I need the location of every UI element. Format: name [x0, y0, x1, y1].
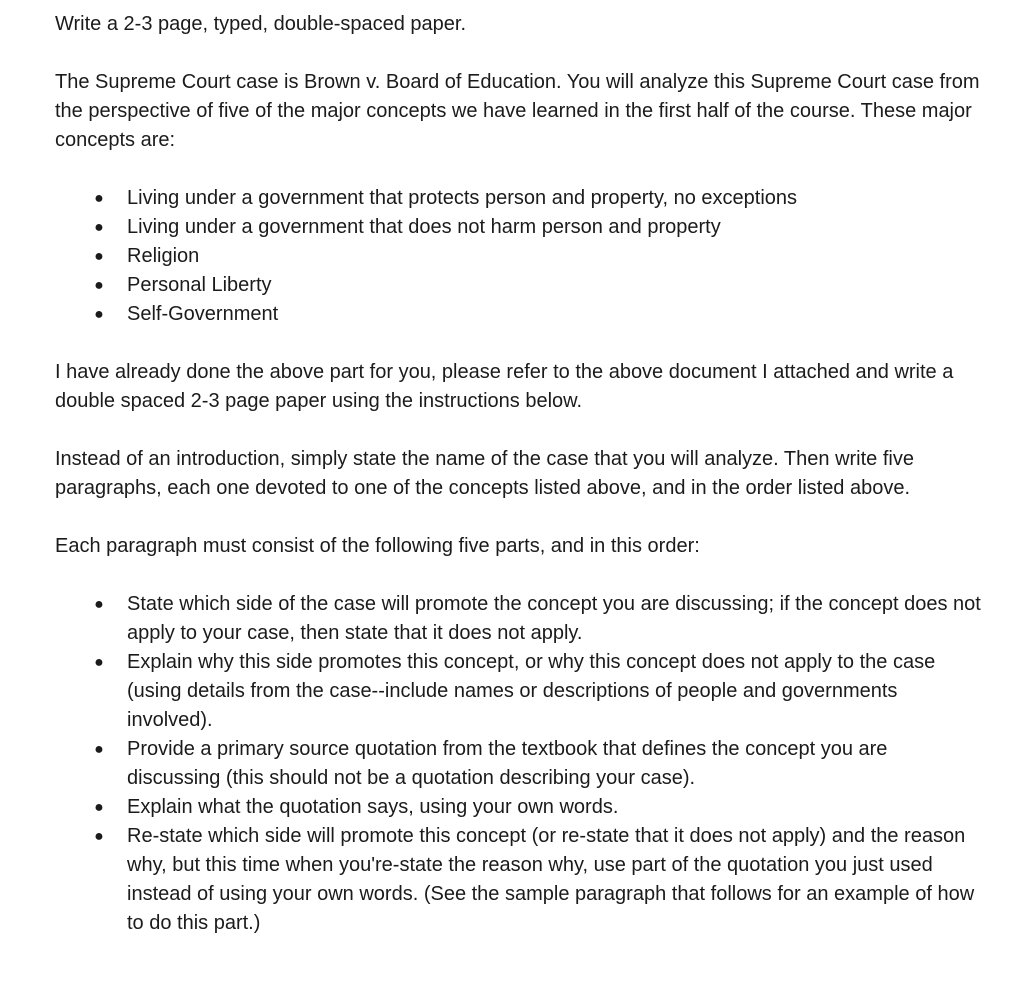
parts-list	[55, 590, 984, 938]
intro-line: Write a 2-3 page, typed, double-spaced paper.	[55, 13, 467, 35]
part-text: Explain why this side promotes this concept, or why this concept does not apply to the case (using details from the case--include names or descriptions of people and governments involved).	[127, 651, 936, 731]
list-item	[55, 300, 984, 329]
bullet-icon: ●	[94, 828, 104, 845]
list-item	[55, 242, 984, 271]
concepts-list	[55, 184, 984, 329]
bullet-icon: ●	[94, 741, 104, 758]
bullet-icon: ●	[94, 219, 104, 236]
bullet-icon: ●	[94, 306, 104, 323]
list-item	[55, 822, 984, 938]
concept-text: Self-Government	[127, 303, 279, 325]
concept-text: Religion	[127, 245, 200, 267]
bullet-icon: ●	[94, 248, 104, 265]
concept-text: Living under a government that does not harm person and property	[127, 216, 721, 238]
parts-intro: Each paragraph must consist of the following five parts, and in this order:	[55, 535, 700, 557]
structure-paragraph: Instead of an introduction, simply state the name of the case that you will analyze. Then write five paragraphs, each one devoted to one of the concepts listed above, and in the order listed above.	[55, 448, 914, 499]
concept-text: Living under a government that protects person and property, no exceptions	[127, 187, 798, 209]
concept-text: Personal Liberty	[127, 274, 272, 296]
list-item	[55, 271, 984, 300]
bullet-icon: ●	[94, 277, 104, 294]
bullet-icon: ●	[94, 190, 104, 207]
part-text: Re-state which side will promote this concept (or re-state that it does not apply) and the reason why, but this time when you're-state the reason why, use part of the quotation you just used instead of using your own words. (See the sample paragraph that follows for an example of how to do this part.)	[127, 825, 975, 934]
part-text: Provide a primary source quotation from the textbook that defines the concept you are discussing (this should not be a quotation describing your case).	[127, 738, 888, 789]
list-item	[55, 184, 984, 213]
case-paragraph: The Supreme Court case is Brown v. Board of Education. You will analyze this Supreme Court case from the perspective of five of the major concepts we have learned in the first half of the course. These major concepts are:	[55, 71, 980, 151]
part-text: Explain what the quotation says, using your own words.	[127, 796, 619, 818]
bullet-icon: ●	[94, 799, 104, 816]
bullet-icon: ●	[94, 654, 104, 671]
list-item	[55, 793, 984, 822]
part-text: State which side of the case will promote the concept you are discussing; if the concept does not apply to your case, then state that it does not apply.	[127, 593, 981, 644]
list-item	[55, 213, 984, 242]
list-item	[55, 735, 984, 793]
bullet-icon: ●	[94, 596, 104, 613]
list-item	[55, 590, 984, 648]
attached-note: I have already done the above part for you, please refer to the above document I attached and write a double spaced 2-3 page paper using the instructions below.	[55, 361, 954, 412]
list-item	[55, 648, 984, 735]
